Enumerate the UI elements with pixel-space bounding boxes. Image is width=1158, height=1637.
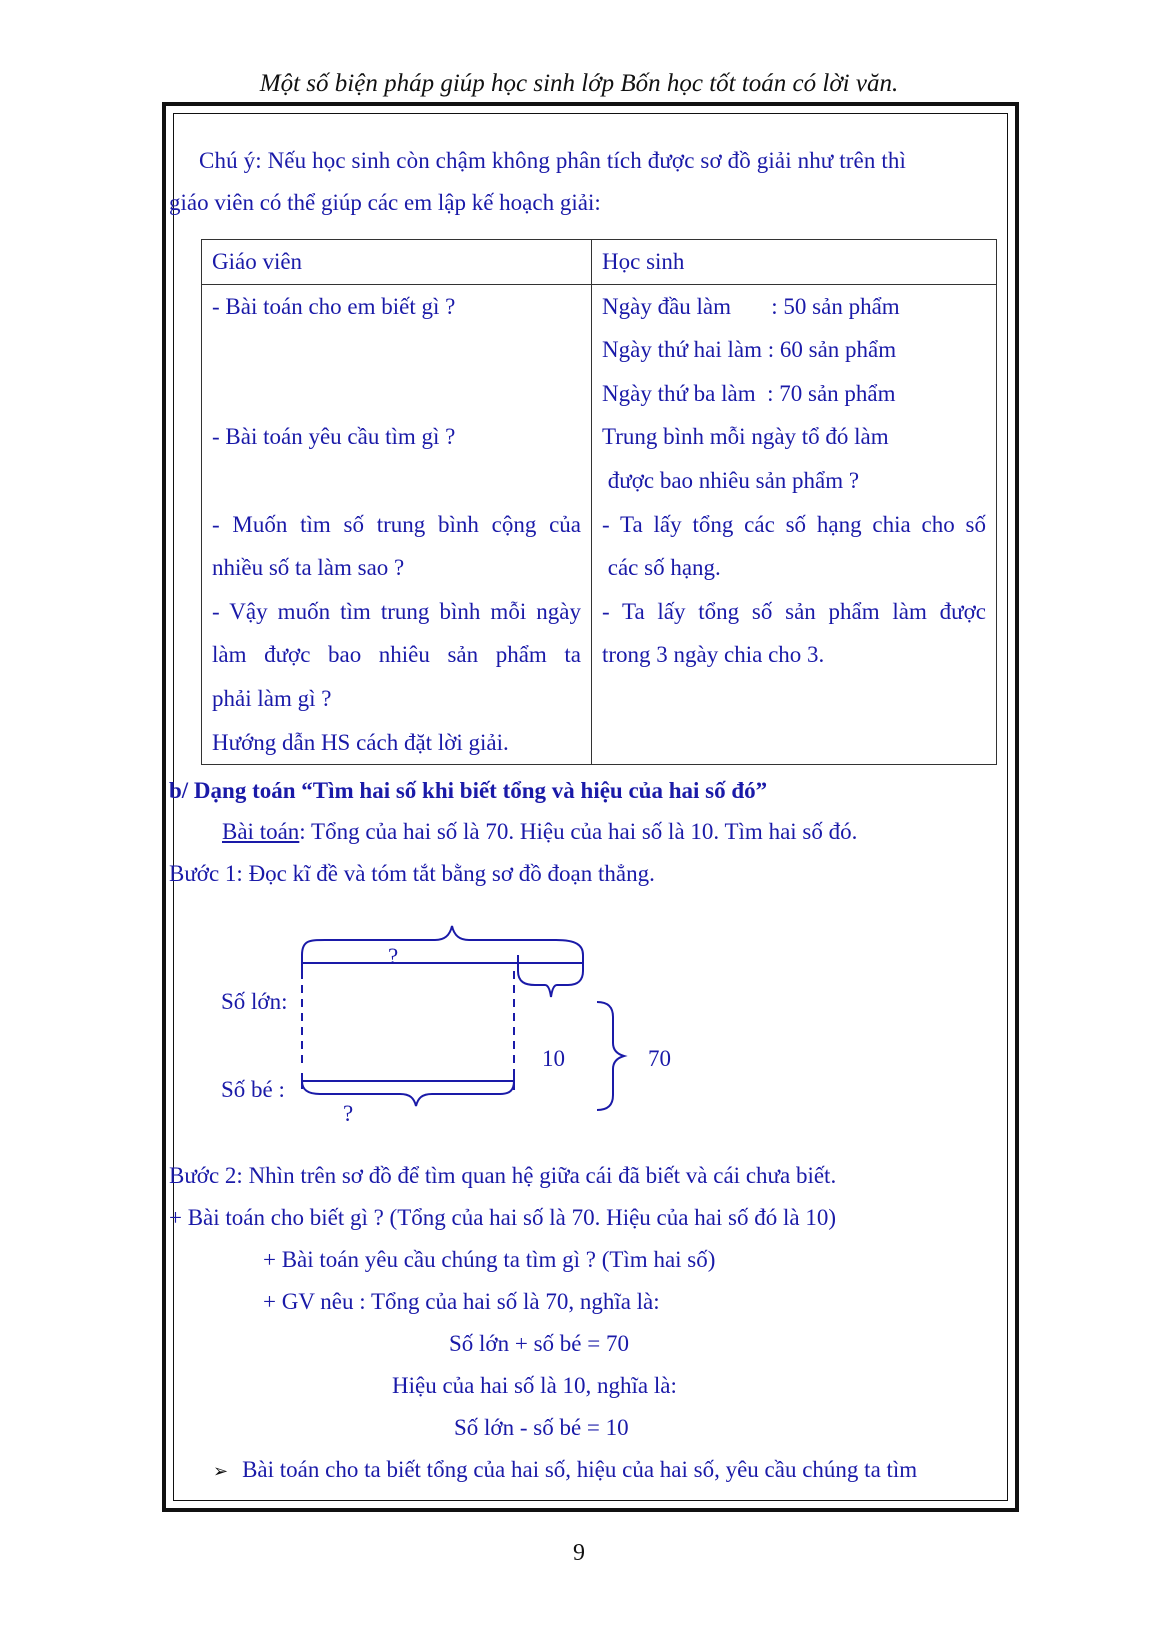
student-answer-1-line-3: Ngày thứ ba làm : 70 sản phẩm: [602, 380, 896, 406]
big-number-top-brace: [302, 926, 583, 955]
student-answer-4-line-1: - Ta lấy tổng số sản phẩm làm được: [602, 598, 986, 624]
equation-sum: Số lớn + số bé = 70: [449, 1331, 629, 1356]
bullet-line: [213, 1457, 917, 1483]
student-answer-2-line-2: được bao nhiêu sản phẩm ?: [602, 467, 860, 493]
difference-value: 10: [542, 1046, 565, 1071]
big-number-label: Số lớn:: [221, 989, 288, 1014]
teacher-guide: Hướng dẫn HS cách đặt lời giải.: [212, 729, 509, 755]
equation-difference: Số lớn - số bé = 10: [454, 1415, 629, 1440]
page-number: 9: [573, 1540, 585, 1566]
total-value: 70: [648, 1046, 671, 1071]
big-number-segment: [302, 955, 583, 971]
top-question-mark: ?: [388, 944, 399, 969]
section-b-heading: b/ Dạng toán “Tìm hai số khi biết tổng và hiệu của hai số đó”: [169, 778, 768, 803]
step-2-line-5: Hiệu của hai số là 10, nghĩa là:: [392, 1373, 677, 1398]
total-brace: [597, 1002, 624, 1110]
header-teacher: Giáo viên: [202, 240, 592, 285]
teacher-question-4-line-1: - Vậy muốn tìm trung bình mỗi ngày: [212, 598, 581, 624]
small-number-label: Số bé :: [221, 1077, 285, 1102]
teacher-question-4-line-3: phải làm gì ?: [212, 685, 332, 711]
student-answer-2-line-1: Trung bình mỗi ngày tổ đó làm: [602, 424, 889, 450]
step-1: Bước 1: Đọc kĩ đề và tóm tắt bằng sơ đồ đoạn thẳng.: [169, 861, 655, 886]
small-number-segment: [302, 1073, 514, 1089]
difference-brace: [518, 971, 583, 997]
arrow-bullet-icon: ➢: [213, 1461, 229, 1481]
student-answer-3-line-1: - Ta lấy tổng các số hạng chia cho số: [602, 511, 986, 537]
small-number-bottom-brace: [302, 1081, 514, 1106]
page-header: Một số biện pháp giúp học sinh lớp Bốn học tốt toán có lời văn.: [259, 70, 899, 97]
teacher-question-2: - Bài toán yêu cầu tìm gì ?: [212, 424, 456, 450]
note-line-1: Chú ý: Nếu học sinh còn chậm không phân tích được sơ đồ giải như trên thì: [199, 148, 907, 173]
problem-text: : Tổng của hai số là 70. Hiệu của hai số là 10. Tìm hai số đó.: [299, 819, 858, 844]
student-answer-4-line-2: trong 3 ngày chia cho 3.: [602, 642, 825, 668]
teacher-question-3-line-1: - Muốn tìm số trung bình cộng của: [212, 511, 581, 537]
step-2-line-3: + Bài toán yêu cầu chúng ta tìm gì ? (Tìm hai số): [263, 1247, 716, 1272]
teacher-question-1: - Bài toán cho em biết gì ?: [212, 293, 456, 319]
teacher-question-3-line-2: nhiều số ta làm sao ?: [212, 555, 405, 581]
problem-label: Bài toán: [222, 819, 300, 844]
bullet-text: Bài toán cho ta biết tổng của hai số, hiệu của hai số, yêu cầu chúng ta tìm: [242, 1457, 918, 1482]
note-line-2: giáo viên có thể giúp các em lập kế hoạch giải:: [169, 190, 601, 215]
student-answer-1-line-1: Ngày đầu làm : 50 sản phẩm: [602, 293, 900, 319]
bottom-question-mark: ?: [343, 1101, 354, 1126]
student-answer-3-line-2: các số hạng.: [602, 555, 721, 581]
step-2-line-1: Bước 2: Nhìn trên sơ đồ để tìm quan hệ giữa cái đã biết và cái chưa biết.: [169, 1163, 837, 1188]
step-2-line-4: + GV nêu : Tổng của hai số là 70, nghĩa là:: [263, 1289, 660, 1314]
step-2-line-2: + Bài toán cho biết gì ? (Tổng của hai số là 70. Hiệu của hai số đó là 10): [169, 1205, 837, 1230]
student-answer-1-line-2: Ngày thứ hai làm : 60 sản phẩm: [602, 337, 897, 363]
teacher-question-4-line-2: làm được bao nhiêu sản phẩm ta: [212, 642, 581, 668]
header-student: Học sinh: [592, 240, 997, 285]
